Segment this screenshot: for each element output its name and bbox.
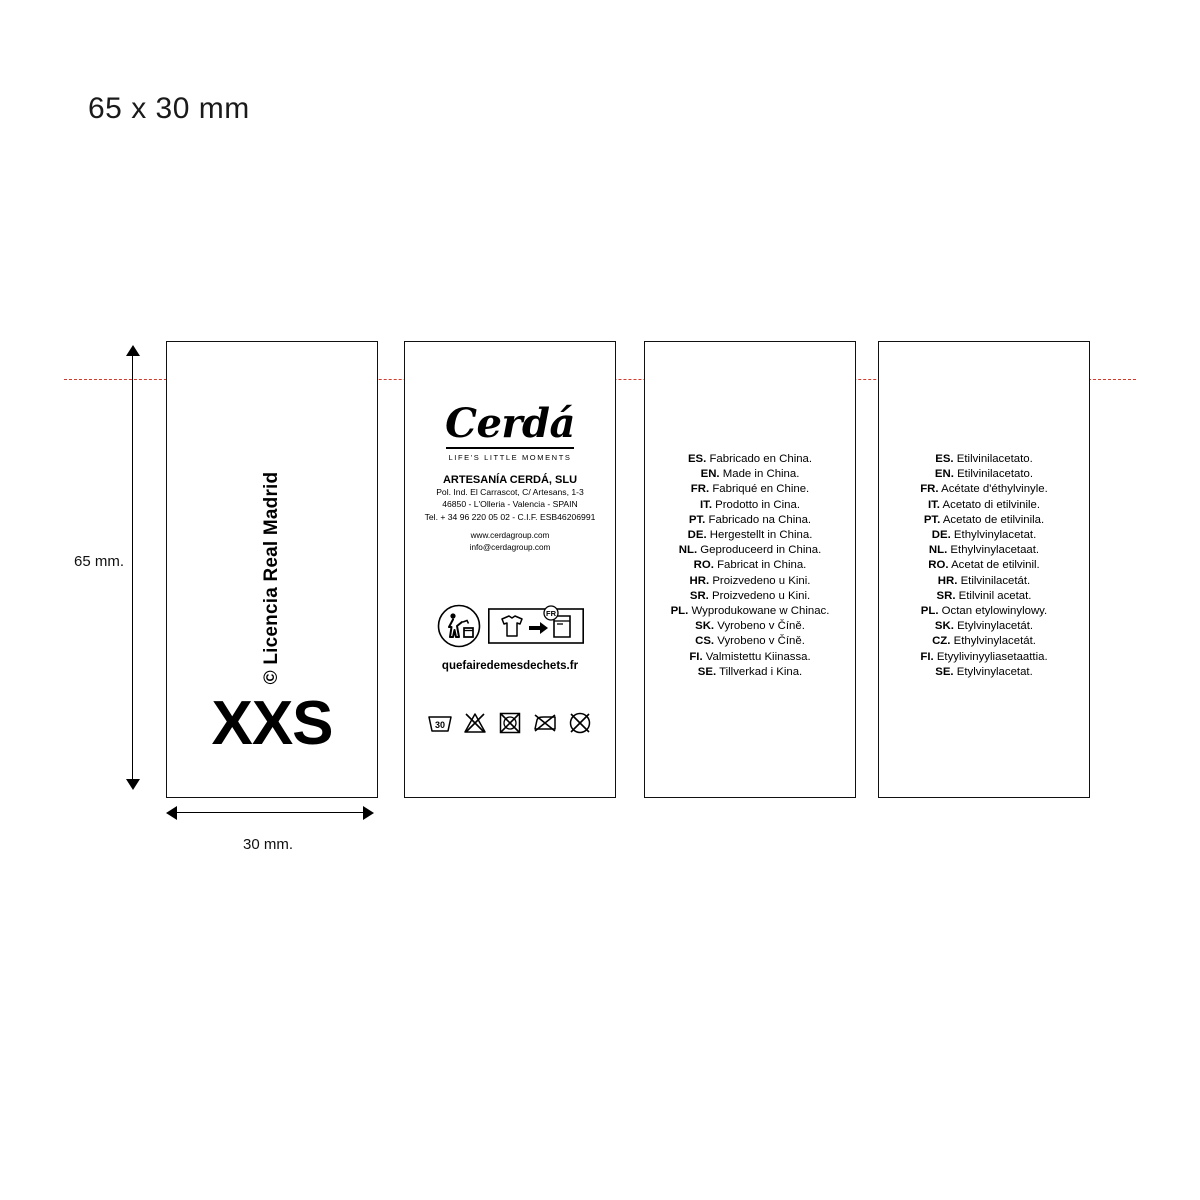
origin-code: EN.: [700, 468, 720, 481]
wash-30-icon: [427, 710, 453, 736]
arrow-down-icon: [126, 779, 140, 790]
origin-line: [649, 482, 851, 497]
composition-text: Etylvinylacetat.: [953, 665, 1033, 678]
dimension-line: [172, 812, 368, 813]
origin-text: Vyrobeno v Číně.: [714, 635, 805, 648]
composition-text: Acetato di etilvinile.: [939, 498, 1041, 511]
composition-line: [883, 543, 1085, 558]
origin-line: [649, 558, 851, 573]
origin-line: [649, 604, 851, 619]
origin-text: Valmistettu Kiinassa.: [702, 650, 811, 663]
origin-code: SK.: [695, 620, 715, 633]
composition-code: SR.: [936, 589, 956, 602]
composition-text: Ethylvinylacetat.: [950, 529, 1037, 542]
composition-code: NL.: [928, 544, 948, 557]
composition-text: Etylvinylacetát.: [953, 620, 1034, 633]
recycling-person-icon: [437, 604, 481, 648]
width-dimension-arrow: [166, 806, 374, 820]
composition-line: [883, 619, 1085, 634]
origin-text: Fabricat in China.: [713, 559, 807, 572]
composition-text: Acetato de etilvinila.: [940, 513, 1045, 526]
svg-text:30: 30: [434, 720, 446, 730]
composition-line: [883, 634, 1085, 649]
textile-bin-icon: [488, 604, 584, 648]
composition-text: Etilvinilacetato.: [953, 468, 1034, 481]
dimension-line: [132, 351, 133, 784]
origin-language-list: [649, 452, 851, 680]
origin-text: Tillverkad i Kina.: [716, 665, 803, 678]
origin-code: PT.: [688, 513, 706, 526]
composition-line: [883, 665, 1085, 680]
origin-code: HR.: [689, 574, 710, 587]
size-text: XXS: [211, 689, 333, 758]
composition-code: EN.: [934, 468, 954, 481]
origin-text: Hergestellt in China.: [706, 529, 813, 542]
composition-line: [883, 467, 1085, 482]
origin-code: FR.: [690, 483, 710, 496]
composition-text: Etilvinilacetato.: [953, 453, 1033, 465]
origin-code: SE.: [697, 665, 717, 678]
composition-code: ES.: [935, 453, 954, 465]
website-line: www.cerdagroup.com: [470, 531, 550, 541]
origin-text: Prodotto in Cina.: [712, 498, 801, 511]
composition-line: [883, 604, 1085, 619]
composition-code: IT.: [927, 498, 940, 511]
composition-code: PT.: [923, 513, 941, 526]
composition-line: [883, 513, 1085, 528]
composition-line: [883, 452, 1085, 467]
composition-code: DE.: [931, 529, 951, 542]
composition-text: Ethylvinylacetát.: [950, 635, 1036, 648]
composition-text: Ethylvinylacetaat.: [947, 544, 1040, 557]
composition-code: RO.: [928, 559, 949, 572]
origin-text: Proizvedeno u Kini.: [709, 574, 811, 587]
composition-code: CZ.: [932, 635, 951, 648]
label-panel-origin: [644, 341, 856, 798]
composition-code: FI.: [920, 650, 934, 663]
composition-line: [883, 498, 1085, 513]
origin-text: Proizvedeno u Kini.: [708, 589, 811, 602]
origin-code: RO.: [693, 559, 714, 572]
label-panel-brand: [404, 341, 616, 798]
origin-line: [649, 543, 851, 558]
no-tumble-dry-icon: [497, 710, 523, 736]
height-dimension-arrow: [126, 345, 140, 790]
composition-language-list: [883, 452, 1085, 680]
origin-line: [649, 467, 851, 482]
composition-text: Octan etylowinylowy.: [938, 605, 1048, 618]
origin-line: [649, 589, 851, 604]
composition-code: PL.: [920, 605, 939, 618]
origin-code: PL.: [670, 605, 689, 618]
composition-line: [883, 589, 1085, 604]
email-line: info@cerdagroup.com: [469, 543, 551, 553]
brand-tagline: LIFE'S LITTLE MOMENTS: [448, 452, 572, 462]
address-line-3: Tel. + 34 96 220 05 02 - C.I.F. ESB46206991: [424, 511, 596, 522]
origin-line: [649, 650, 851, 665]
origin-line: [649, 452, 851, 467]
composition-text: Etyylivinyyliasetaattia.: [933, 650, 1048, 663]
page-title: 65 x 30 mm: [88, 92, 250, 125]
label-panel-licence: [166, 341, 378, 798]
origin-text: Wyprodukowane w Chinac.: [688, 605, 830, 618]
origin-line: [649, 498, 851, 513]
origin-line: [649, 513, 851, 528]
label-panel-composition: [878, 341, 1090, 798]
brand-block: [405, 400, 615, 554]
company-name: ARTESANÍA CERDÁ, SLU: [442, 473, 578, 486]
origin-text: Geproduceerd in China.: [697, 544, 822, 557]
composition-code: SK.: [934, 620, 954, 633]
brand-logo-text: Cerdá: [445, 400, 575, 447]
composition-code: SE.: [935, 665, 954, 678]
fr-badge-text: FR: [545, 609, 556, 618]
origin-line: [649, 574, 851, 589]
care-symbols-row: [405, 710, 615, 736]
arrow-right-icon: [363, 806, 374, 820]
origin-text: Fabricado en China.: [706, 453, 813, 465]
height-dimension-label: 65 mm.: [74, 553, 125, 570]
origin-code: NL.: [678, 544, 698, 557]
origin-line: [649, 528, 851, 543]
origin-code: ES.: [687, 453, 707, 465]
composition-line: [883, 482, 1085, 497]
composition-line: [883, 528, 1085, 543]
licence-text: © Licencia Real Madrid: [261, 471, 282, 685]
origin-text: Fabriqué en Chine.: [709, 483, 810, 496]
recycling-icons-row: [405, 604, 615, 648]
brand-underline-divider: [446, 447, 574, 449]
origin-text: Made in China.: [719, 468, 800, 481]
composition-line: [883, 650, 1085, 665]
composition-line: [883, 558, 1085, 573]
origin-code: CS.: [695, 635, 715, 648]
origin-code: SR.: [689, 589, 709, 602]
origin-line: [649, 665, 851, 680]
origin-code: DE.: [687, 529, 707, 542]
recycling-caption: quefairedemesdechets.fr: [441, 660, 579, 672]
origin-code: FI.: [689, 650, 703, 663]
composition-code: FR.: [920, 483, 939, 496]
no-bleach-icon: [462, 710, 488, 736]
no-iron-icon: [532, 710, 558, 736]
address-line-1: Pol. Ind. El Carrascot, C/ Artesans, 1-3: [436, 486, 584, 497]
origin-line: [649, 634, 851, 649]
origin-code: IT.: [699, 498, 712, 511]
origin-text: Fabricado na China.: [705, 513, 812, 526]
composition-text: Acétate d'éthylvinyle.: [938, 483, 1048, 496]
width-dimension-label: 30 mm.: [243, 836, 294, 853]
composition-text: Acetat de etilvinil.: [948, 559, 1040, 572]
no-dry-clean-icon: [567, 710, 593, 736]
composition-code: HR.: [937, 574, 958, 587]
origin-text: Vyrobeno v Číně.: [714, 620, 805, 633]
composition-text: Etilvinilacetát.: [957, 574, 1031, 587]
origin-line: [649, 619, 851, 634]
composition-line: [883, 574, 1085, 589]
composition-text: Etilvinil acetat.: [955, 589, 1032, 602]
address-line-2: 46850 - L'Olleria - Valencia - SPAIN: [442, 499, 578, 510]
